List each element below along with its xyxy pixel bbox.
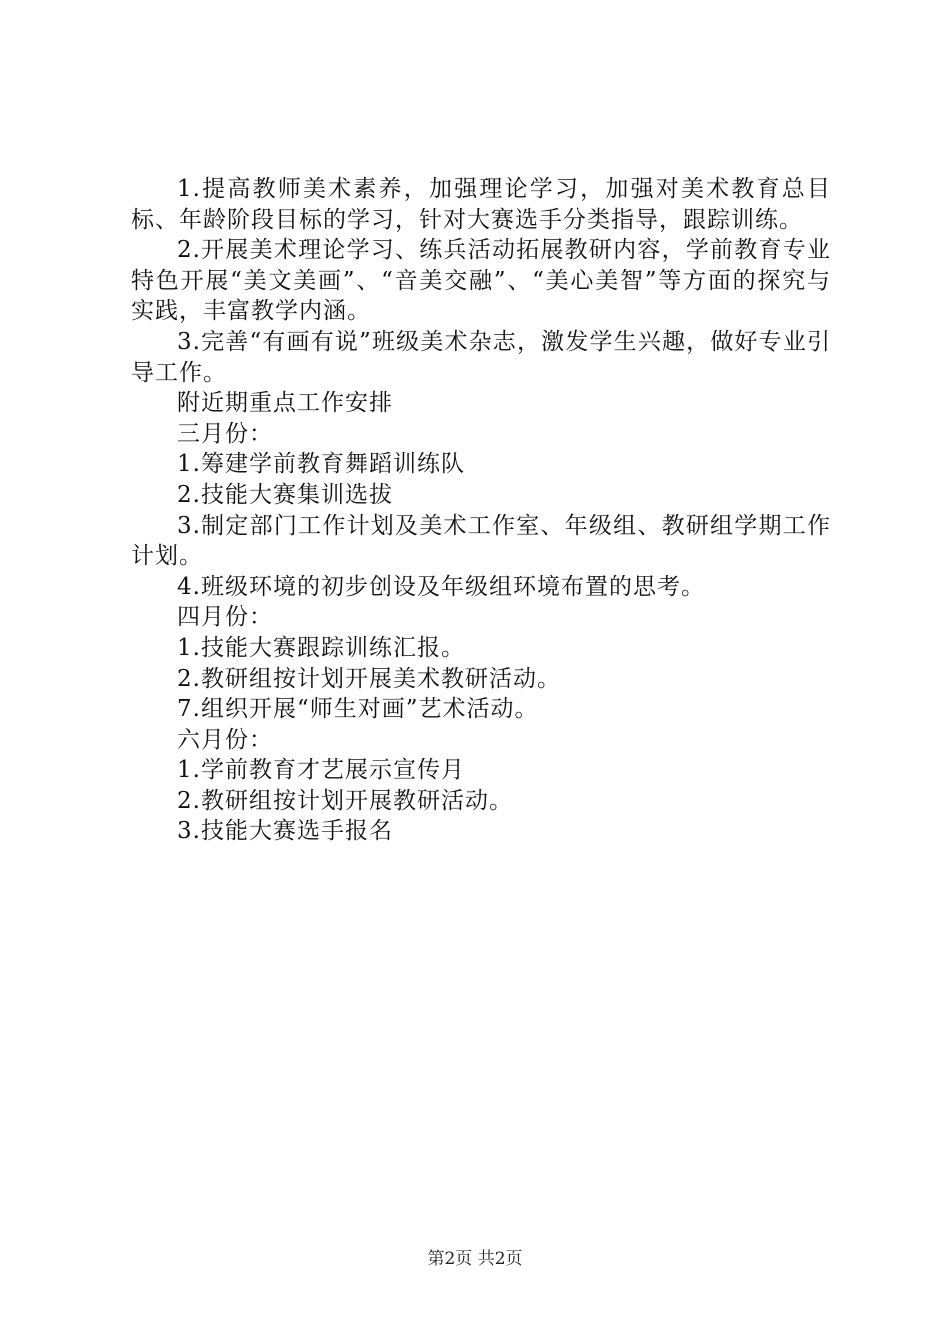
june-item-3: 3.技能大赛选手报名 (177, 818, 393, 845)
april-item-3: 7.组织开展“师生对画”艺术活动。 (177, 696, 539, 723)
march-item-2: 2.技能大赛集训选拔 (177, 481, 393, 508)
month-heading-march: 三月份： (177, 420, 273, 447)
march-item-4: 4.班级环境的初步创设及年级组环境布置的思考。 (177, 573, 705, 600)
document-body (131, 174, 831, 847)
paragraph-goal-2: 2.开展美术理论学习、练兵活动拓展教研内容，学前教育专业特色开展“美文美画”、“音美交融”、“美心美智”等方面的探究与实践，丰富教学内涵。 (131, 237, 831, 325)
april-item-1: 1.技能大赛跟踪训练汇报。 (177, 634, 465, 661)
june-item-1: 1.学前教育才艺展示宣传月 (177, 757, 465, 784)
paragraph-goal-3: 3.完善“有画有说”班级美术杂志，激发学生兴趣，做好专业引导工作。 (131, 328, 831, 386)
page-number-label: 第2页 共2页 (427, 1249, 523, 1269)
june-item-2: 2.教研组按计划开展教研活动。 (177, 787, 513, 814)
month-heading-june: 六月份： (177, 726, 273, 753)
march-item-3: 3.制定部门工作计划及美术工作室、年级组、教研组学期工作计划。 (131, 512, 831, 570)
month-heading-april: 四月份： (177, 604, 273, 631)
paragraph-goal-1: 1.提高教师美术素养，加强理论学习，加强对美术教育总目标、年龄阶段目标的学习，针对大赛选手分类指导，跟踪训练。 (131, 176, 831, 233)
schedule-heading: 附近期重点工作安排 (177, 390, 393, 417)
march-item-1: 1.筹建学前教育舞蹈训练队 (177, 451, 465, 478)
page-footer (0, 1244, 950, 1269)
april-item-2: 2.教研组按计划开展美术教研活动。 (177, 665, 561, 692)
